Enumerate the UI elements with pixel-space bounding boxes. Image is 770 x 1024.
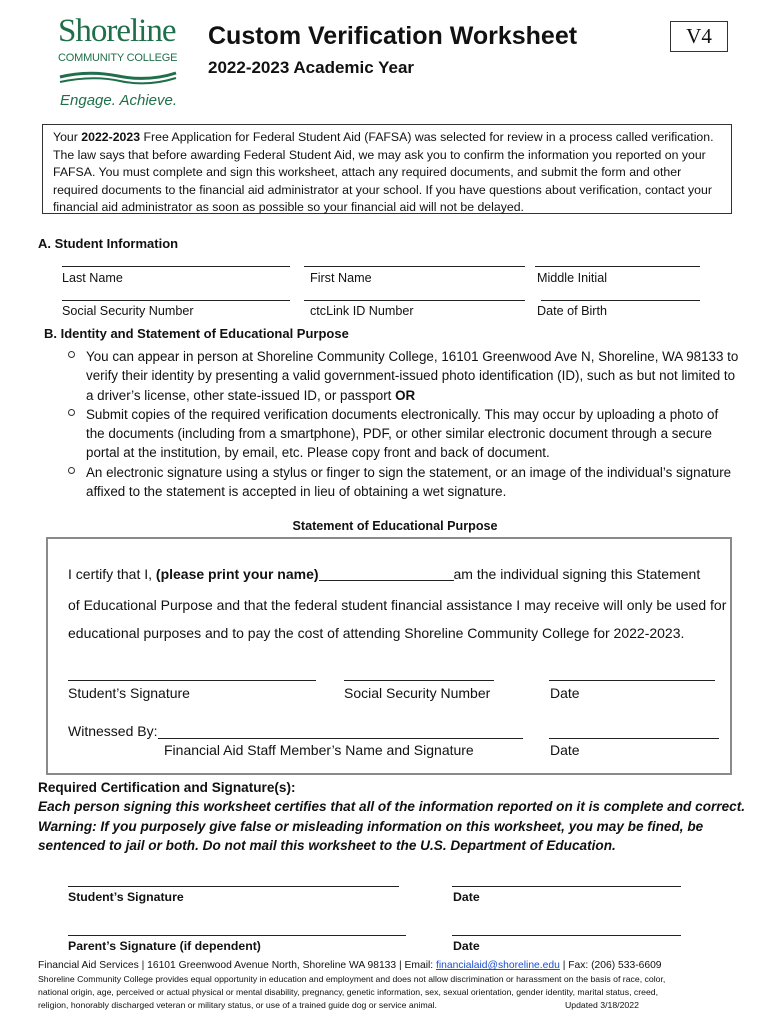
witness-date-line[interactable] — [549, 738, 719, 739]
student-signature-line[interactable] — [68, 680, 316, 681]
ctclink-id-label: ctcLink ID Number — [310, 304, 414, 318]
logo-subtitle: COMMUNITY COLLEGE — [58, 52, 178, 64]
last-name-line[interactable] — [62, 266, 290, 267]
bullet-dot-icon — [68, 467, 75, 474]
statement-date-line[interactable] — [549, 680, 715, 681]
staff-signature-label: Financial Aid Staff Member’s Name and Signature — [164, 742, 474, 758]
cert-date-line-1[interactable] — [452, 886, 681, 887]
student-signature-label: Student’s Signature — [68, 685, 190, 701]
footer-eeo-2: national origin, age, perceived or actual physical or mental disability, pregnancy, genetic information, sex, sexual orientation, gender identity, marital status, creed, — [38, 987, 659, 997]
bullet-in-person-text: You can appear in person at Shoreline Community College, 16101 Greenwood Ave N, Shoreline, WA 98133 to verify their identity by presenting a valid government-issued photo identification (ID), such as but not limited to a driver’s license, other state-issued ID, or passport — [86, 349, 739, 403]
witnessed-by-label: Witnessed By: — [68, 723, 158, 739]
last-name-label: Last Name — [62, 271, 123, 285]
intro-box — [42, 124, 732, 214]
statement-signing: am the individual signing this Statement — [453, 566, 701, 582]
bullet-signature-text: An electronic signature using a stylus or finger to sign the statement, or an image of the individual’s signature affixed to the statement is accepted in lieu of obtaining a wet signature. — [86, 464, 732, 500]
footer-updated: Updated 3/18/2022 — [565, 1000, 639, 1010]
statement-line-2: of Educational Purpose and that the federal student financial assistance I may receive will only be used for — [68, 597, 727, 613]
certification-heading: Required Certification and Signature(s): — [38, 780, 296, 795]
statement-line-3: educational purposes and to pay the cost of attending Shoreline Community College for 2022-2023. — [68, 625, 685, 641]
statement-ssn-label: Social Security Number — [344, 685, 491, 701]
cert-date-label-1: Date — [453, 890, 480, 904]
section-b-heading: B. Identity and Statement of Educational Purpose — [44, 326, 349, 341]
statement-date-label: Date — [550, 685, 580, 701]
footer-email-link[interactable]: financialaid@shoreline.edu — [436, 960, 560, 971]
footer-address: Financial Aid Services | 16101 Greenwood Avenue North, Shoreline WA 98133 | Email: — [38, 960, 437, 971]
statement-heading: Statement of Educational Purpose — [292, 519, 498, 533]
middle-initial-line[interactable] — [535, 266, 700, 267]
intro-text: Free Application for Federal Student Aid (FAFSA) was selected for review in a process called verification. The law says that before awarding Federal Student Aid, we may ask you to confirm the information you reported on your FAFSA. You must complete and sign this worksheet, attach any required documents, and submit the form and other required documents to the financial aid administrator at your school. If you have questions about verification, contact your financial aid administrator as soon as possible so your financial aid will not be delayed. — [53, 130, 714, 215]
statement-ssn-line[interactable] — [344, 680, 494, 681]
footer-eeo-1: Shoreline Community College provides equal opportunity in education and employment and does not allow discrimination or harassment on the basis of race, color, — [38, 974, 666, 984]
footer-contact — [38, 959, 662, 972]
ctclink-id-line[interactable] — [304, 300, 525, 301]
print-name-line[interactable] — [319, 566, 454, 581]
cert-student-signature-label: Student’s Signature — [68, 890, 184, 904]
bullet-or: OR — [395, 387, 416, 403]
bullet-electronic — [64, 405, 740, 463]
certification-warning-2: sentenced to jail or both. Do not mail this worksheet to the U.S. Department of Education. — [38, 838, 616, 853]
logo-swoosh-icon — [58, 67, 178, 87]
certification-line-1: Each person signing this worksheet certifies that all of the information reported on it is complete and correct. — [38, 799, 746, 814]
intro-text-start: Your — [53, 130, 82, 144]
dob-label: Date of Birth — [537, 304, 607, 318]
identity-bullets — [64, 347, 740, 501]
logo-wordmark: Shoreline — [58, 13, 176, 49]
cert-student-signature-line[interactable] — [68, 886, 399, 887]
version-badge: V4 — [670, 21, 728, 52]
page-title: Custom Verification Worksheet — [208, 22, 578, 50]
bullet-in-person — [64, 347, 740, 405]
statement-print-name: (please print your name) — [155, 566, 319, 582]
statement-certify: I certify that I, — [68, 566, 156, 582]
page-subtitle: 2022-2023 Academic Year — [208, 58, 415, 77]
cert-date-line-2[interactable] — [452, 935, 681, 936]
bullet-electronic-text: Submit copies of the required verification documents electronically. This may occur by uploading a photo of the documents (including from a smartphone), PDF, or other similar electronic document through a secure portal at the institution, by email, etc. Please copy front and back of document. — [86, 406, 719, 461]
bullet-dot-icon — [68, 409, 75, 416]
parent-signature-line[interactable] — [68, 935, 406, 936]
bullet-signature — [64, 463, 740, 502]
cert-date-label-2: Date — [453, 939, 480, 953]
dob-line[interactable] — [541, 300, 700, 301]
statement-line-1 — [68, 566, 700, 582]
ssn-line[interactable] — [62, 300, 290, 301]
parent-signature-label: Parent’s Signature (if dependent) — [68, 939, 261, 953]
middle-initial-label: Middle Initial — [537, 271, 607, 285]
logo-tagline: Engage. Achieve. — [60, 92, 178, 109]
bullet-dot-icon — [68, 351, 75, 358]
first-name-line[interactable] — [304, 266, 525, 267]
certification-warning-1: Warning: If you purposely give false or misleading information on this worksheet, you may be fined, be — [38, 819, 704, 834]
witness-line[interactable] — [158, 738, 523, 739]
intro-year: 2022-2023 — [81, 130, 141, 144]
first-name-label: First Name — [310, 271, 372, 285]
ssn-label: Social Security Number — [62, 304, 194, 318]
footer-eeo-3: religion, honorably discharged veteran or military status, or use of a trained guide dog or service animal. — [38, 1000, 437, 1010]
section-a-heading: A. Student Information — [38, 236, 179, 251]
footer-fax: | Fax: (206) 533-6609 — [559, 960, 662, 971]
witness-date-label: Date — [550, 742, 580, 758]
